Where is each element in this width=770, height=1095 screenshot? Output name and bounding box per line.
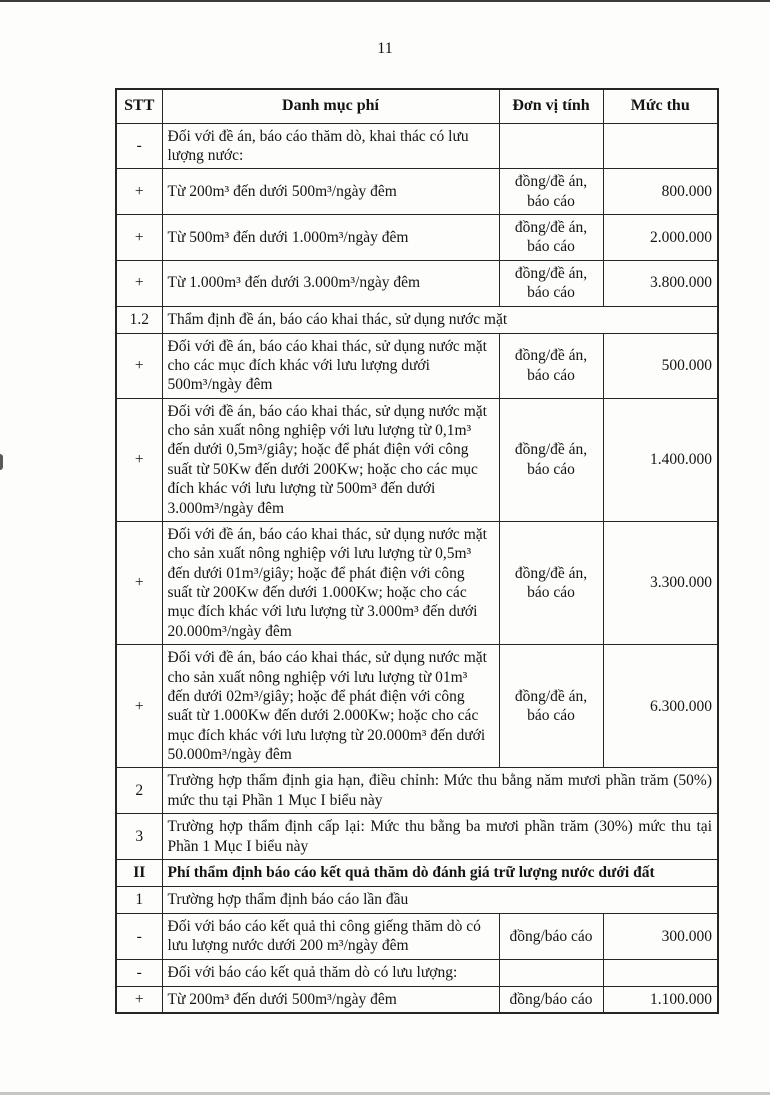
scan-artifact-left-mark (0, 454, 3, 470)
fee-description-cell: Từ 500m³ đến dưới 1.000m³/ngày đêm (162, 215, 499, 261)
unit-cell: đồng/báo cáo (499, 986, 603, 1013)
stt-cell: + (116, 333, 162, 398)
fee-description-cell: Đối với đề án, báo cáo thăm dò, khai thác có lưu lượng nước: (162, 123, 499, 169)
amount-cell (603, 123, 718, 169)
stt-cell: II (116, 859, 162, 886)
fee-table (115, 88, 719, 1014)
amount-cell: 300.000 (603, 913, 718, 959)
amount-cell: 500.000 (603, 333, 718, 398)
stt-cell: + (116, 986, 162, 1013)
stt-cell: 2 (116, 768, 162, 814)
fee-description-cell: Trường hợp thẩm định gia hạn, điều chỉnh: Mức thu bằng năm mươi phần trăm (50%) mức thu tại Phần 1 Mục I biểu này (162, 768, 718, 814)
fee-description-cell: Đối với đề án, báo cáo khai thác, sử dụng nước mặt cho sản xuất nông nghiệp với lưu lượng từ 0,5m³ đến dưới 01m³/giây; hoặc để phát điện với công suất từ 200Kw đến dưới 1.000Kw; hoặc cho các mục đích khác với lưu lượng từ 3.000m³ đến dưới 20.000m³/ngày đêm (162, 521, 499, 644)
amount-cell: 2.000.000 (603, 215, 718, 261)
fee-description-cell: Từ 1.000m³ đến dưới 3.000m³/ngày đêm (162, 260, 499, 306)
stt-cell: - (116, 123, 162, 169)
amount-cell: 6.300.000 (603, 645, 718, 768)
unit-cell: đồng/đề án, báo cáo (499, 645, 603, 768)
fee-table-header (116, 89, 718, 123)
table-row (116, 959, 718, 986)
table-row (116, 215, 718, 261)
fee-table-body (116, 123, 718, 1013)
table-row (116, 306, 718, 333)
stt-cell: + (116, 398, 162, 521)
unit-cell: đồng/đề án, báo cáo (499, 333, 603, 398)
table-row (116, 859, 718, 886)
unit-cell: đồng/đề án, báo cáo (499, 521, 603, 644)
table-row (116, 886, 718, 913)
amount-cell: 800.000 (603, 169, 718, 215)
fee-description-cell: Trường hợp thẩm định báo cáo lần đầu (162, 886, 718, 913)
unit-cell: đồng/đề án, báo cáo (499, 215, 603, 261)
table-row (116, 123, 718, 169)
table-row (116, 814, 718, 860)
unit-cell: đồng/báo cáo (499, 913, 603, 959)
fee-description-cell: Trường hợp thẩm định cấp lại: Mức thu bằng ba mươi phần trăm (30%) mức thu tại Phần 1 Mục I biểu này (162, 814, 718, 860)
fee-description-cell: Đối với báo cáo kết quả thi công giếng thăm dò có lưu lượng nước dưới 200 m³/ngày đêm (162, 913, 499, 959)
table-row (116, 913, 718, 959)
table-row (116, 986, 718, 1013)
table-row (116, 398, 718, 521)
unit-cell (499, 123, 603, 169)
unit-cell: đồng/đề án, báo cáo (499, 169, 603, 215)
stt-cell: - (116, 959, 162, 986)
fee-description-cell: Đối với đề án, báo cáo khai thác, sử dụng nước mặt cho sản xuất nông nghiệp với lưu lượng từ 01m³ đến dưới 02m³/giây; hoặc để phát điện với công suất từ 1.000Kw đến dưới 2.000Kw; hoặc cho các mục đích khác với lưu lượng từ 20.000m³ đến dưới 50.000m³/ngày đêm (162, 645, 499, 768)
amount-cell (603, 959, 718, 986)
stt-cell: + (116, 169, 162, 215)
stt-cell: + (116, 215, 162, 261)
table-row (116, 768, 718, 814)
fee-description-cell: Đối với đề án, báo cáo khai thác, sử dụng nước mặt cho sản xuất nông nghiệp với lưu lượng từ 0,1m³ đến dưới 0,5m³/giây; hoặc để phát điện với công suất từ 50Kw đến dưới 200Kw; hoặc cho các mục đích khác với lưu lượng từ 500m³ đến dưới 3.000m³/ngày đêm (162, 398, 499, 521)
fee-description-cell: Từ 200m³ đến dưới 500m³/ngày đêm (162, 986, 499, 1013)
table-row (116, 333, 718, 398)
fee-description-cell: Từ 200m³ đến dưới 500m³/ngày đêm (162, 169, 499, 215)
header-danh-muc-phi: Danh mục phí (162, 89, 499, 123)
amount-cell: 3.300.000 (603, 521, 718, 644)
unit-cell (499, 959, 603, 986)
stt-cell: + (116, 521, 162, 644)
header-muc-thu: Mức thu (603, 89, 718, 123)
header-row (116, 89, 718, 123)
scan-artifact-top-edge (0, 0, 770, 2)
stt-cell: - (116, 913, 162, 959)
fee-description-cell: Thẩm định đề án, báo cáo khai thác, sử dụng nước mặt (162, 306, 718, 333)
table-row (116, 521, 718, 644)
table-row (116, 260, 718, 306)
amount-cell: 1.100.000 (603, 986, 718, 1013)
table-row (116, 169, 718, 215)
header-stt: STT (116, 89, 162, 123)
stt-cell: 1.2 (116, 306, 162, 333)
header-don-vi-tinh: Đơn vị tính (499, 89, 603, 123)
unit-cell: đồng/đề án, báo cáo (499, 260, 603, 306)
stt-cell: + (116, 260, 162, 306)
fee-description-cell: Phí thẩm định báo cáo kết quả thăm dò đánh giá trữ lượng nước dưới đất (162, 859, 718, 886)
amount-cell: 3.800.000 (603, 260, 718, 306)
stt-cell: + (116, 645, 162, 768)
amount-cell: 1.400.000 (603, 398, 718, 521)
fee-description-cell: Đối với báo cáo kết quả thăm dò có lưu lượng: (162, 959, 499, 986)
table-row (116, 645, 718, 768)
stt-cell: 3 (116, 814, 162, 860)
page-number: 11 (377, 40, 393, 57)
unit-cell: đồng/đề án, báo cáo (499, 398, 603, 521)
fee-description-cell: Đối với đề án, báo cáo khai thác, sử dụng nước mặt cho các mục đích khác với lưu lượng dưới 500m³/ngày đêm (162, 333, 499, 398)
stt-cell: 1 (116, 886, 162, 913)
